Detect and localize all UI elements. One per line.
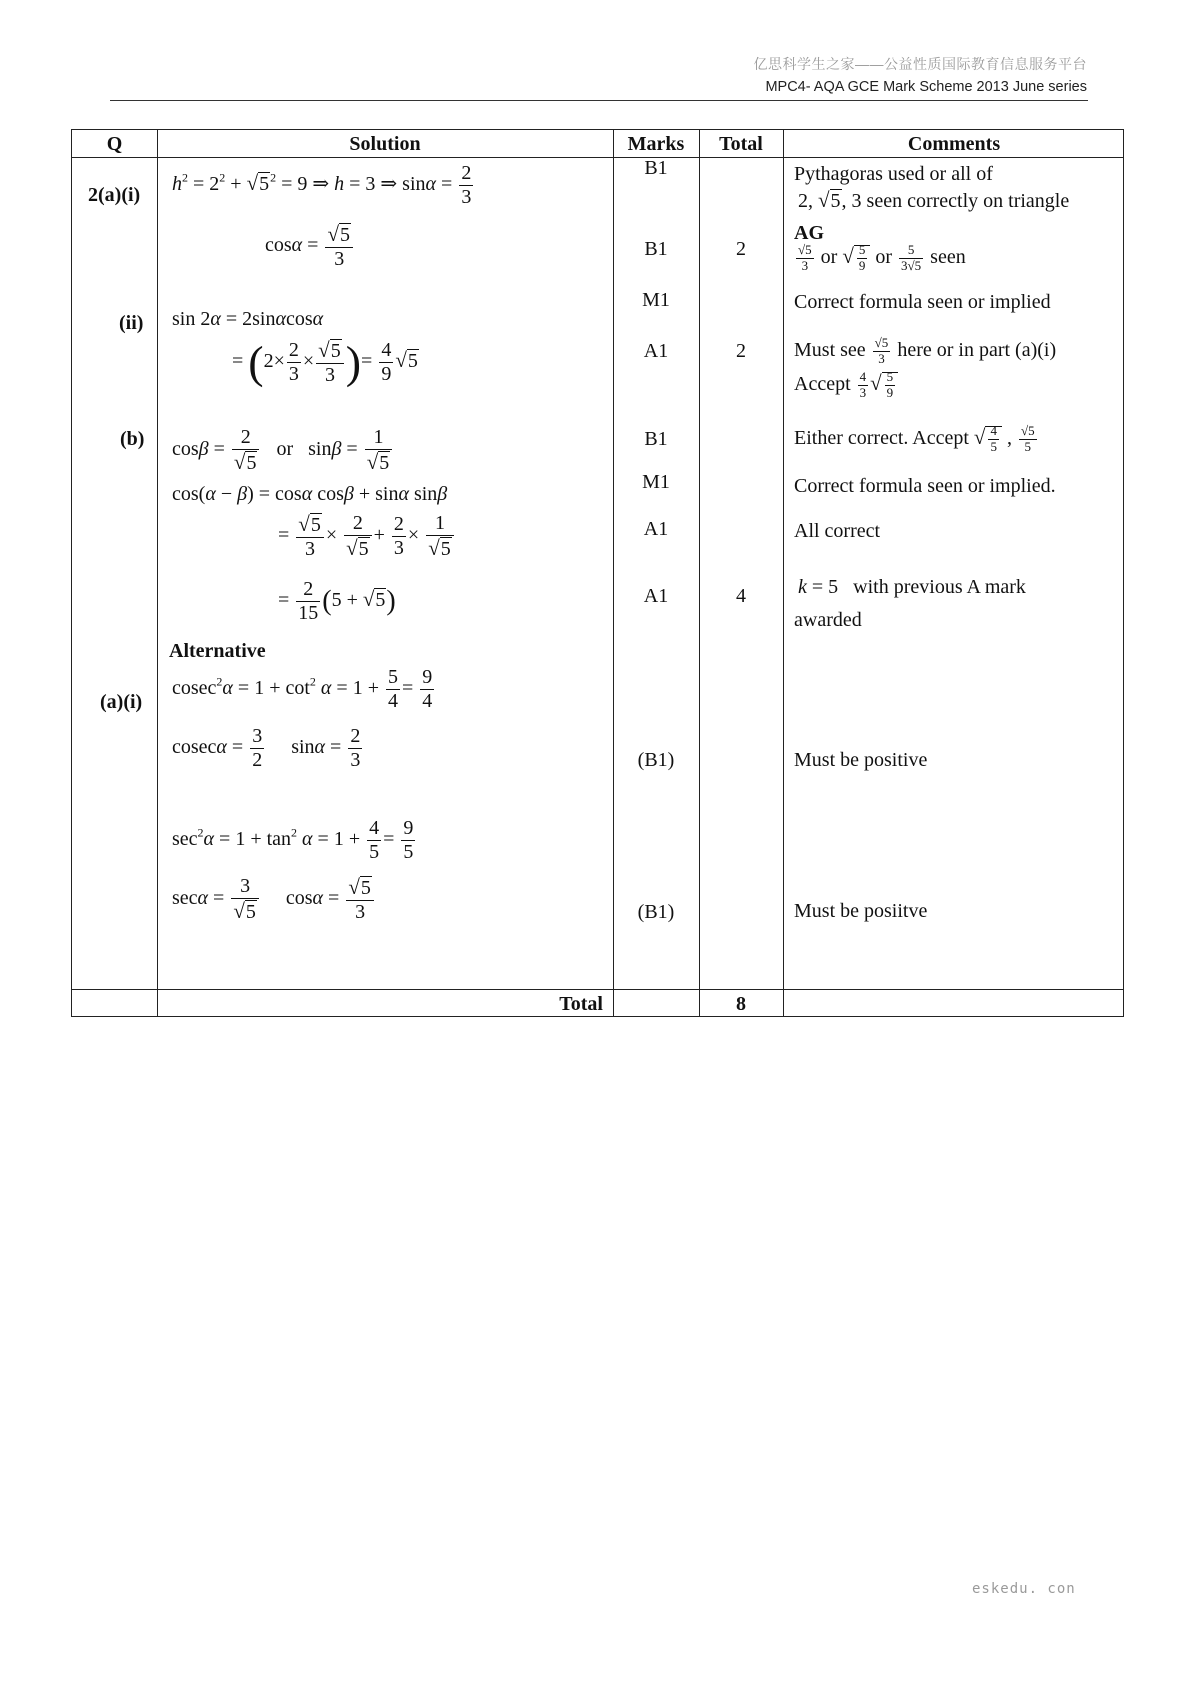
q-label: (b) xyxy=(120,428,145,450)
solution-pythagoras: $h^2 = 2^2 + √5^2 = 9$ ⇒ h = 3 ⇒ sinα = $\frac{2}{3}$ xyxy=(172,162,472,208)
comment-tail: seen correctly on triangle xyxy=(866,190,1070,212)
header-rule xyxy=(110,100,1088,101)
header-q: Q xyxy=(106,133,123,155)
mark-b1: B1 xyxy=(644,238,668,260)
comment-or: or xyxy=(820,246,838,269)
solution-sin2a: sin 2α = 2sinαcosα xyxy=(172,308,324,330)
solution-substitution: = $\frac{√5}{3}$ × $\frac{2}{√5}$ + $\frac{2}{3}$ × $\frac{1}{√5}$ xyxy=(278,512,456,561)
column-divider xyxy=(783,130,784,1016)
comment: Correct formula seen or implied. xyxy=(794,475,1056,497)
q-label: (a)(i) xyxy=(100,691,143,713)
alt-sec-squared: $\sec^2\alpha = 1 + \tan^2 \alpha = 1$ + $\frac{4}{5}$ = $\frac{9}{5}$ xyxy=(172,817,414,863)
mark-b1: B1 xyxy=(644,157,668,179)
header-solution: Solution xyxy=(349,133,421,155)
grand-total: 8 xyxy=(736,993,746,1015)
header-comments: Comments xyxy=(907,133,1001,155)
mark-b1: B1 xyxy=(644,428,668,450)
mark-b1-alt: (B1) xyxy=(637,749,675,771)
solution-sin2a-value: = (2× $\frac{2}{3}$ × $\frac{√5}{3}$ )= $\frac{4}{9}$ √5 xyxy=(232,336,418,388)
mark-a1: A1 xyxy=(643,518,669,540)
comment-text: with previous A mark xyxy=(853,576,1026,598)
comment-accept: Accept $\frac{4}{3}$ √ $\frac{5}{9}$ xyxy=(794,370,898,401)
comment-text: Accept xyxy=(794,373,851,396)
solution-cos-beta: cosβ = $\frac{2}{√5}$ or sinβ = $\frac{1}{√5}$ xyxy=(172,426,394,475)
column-divider xyxy=(613,130,614,1016)
comment-triangle: 2, √5, 3 seen correctly on triangle xyxy=(798,188,1070,212)
mark-m1: M1 xyxy=(642,289,670,311)
solution-compound-formula: cos(α − β) = cosα cosβ + sinα sinβ xyxy=(172,483,448,505)
q-label: 2(a)(i) xyxy=(88,184,141,206)
comment-seen: seen xyxy=(930,246,966,269)
solution-cos-alpha: cosα = $\frac{√5}{3}$ xyxy=(265,222,355,271)
comment-text: Must see xyxy=(794,339,866,362)
footer-watermark: eskedu. con xyxy=(972,1581,1076,1597)
mark-b1-alt: (B1) xyxy=(637,901,675,923)
header-total: Total xyxy=(719,133,763,155)
solution-final: = $\frac{2}{15}$ (5 + √5) xyxy=(278,578,396,624)
mark-a1: A1 xyxy=(643,340,669,362)
comment: Must be positive xyxy=(794,749,928,771)
comment: Pythagoras used or all of xyxy=(794,163,993,185)
total-value: 2 xyxy=(736,340,746,362)
mark-scheme-table xyxy=(71,129,1124,1017)
row-divider xyxy=(72,157,1123,158)
site-banner: 亿思科学生之家——公益性质国际教育信息服务平台 xyxy=(753,56,1087,72)
comment-either-correct: Either correct. Accept √ $\frac{4}{5}$ , $\frac{√5}{5}$ xyxy=(794,423,1035,454)
alternative-label: Alternative xyxy=(169,640,266,662)
document-title: MPC4- AQA GCE Mark Scheme 2013 June series xyxy=(765,79,1087,95)
column-divider xyxy=(157,130,158,1016)
alt-cosec-value: cosecα = $\frac{3}{2}$ sinα = $\frac{2}{3}$ xyxy=(172,725,361,771)
comment: Correct formula seen or implied xyxy=(794,291,1051,313)
comment-text: here or in part (a)(i) xyxy=(897,339,1057,362)
comment-k-value: k = 5 with previous A mark xyxy=(798,576,1026,598)
mark-m1: M1 xyxy=(642,471,670,493)
q-label: (ii) xyxy=(119,312,144,334)
comment-ag: AG xyxy=(794,222,824,244)
mark-a1: A1 xyxy=(643,585,669,607)
comment-text: Either correct. Accept xyxy=(794,427,969,450)
comment-or: or xyxy=(875,246,893,269)
total-value: 2 xyxy=(736,238,746,260)
comment: awarded xyxy=(794,609,862,631)
comment-forms-seen: $\frac{√5}{3}$ or √ $\frac{5}{9}$ or $\frac{5}{3√5}$ seen xyxy=(798,242,966,273)
total-label: Total xyxy=(559,993,603,1015)
column-divider xyxy=(699,130,700,1016)
total-value: 4 xyxy=(736,585,746,607)
comment: Must be posiitve xyxy=(794,900,928,922)
row-divider xyxy=(72,989,1123,990)
header-marks: Marks xyxy=(627,133,685,155)
alt-sec-value: secα = $\frac{3}{√5}$ cosα = $\frac{√5}{3}$ xyxy=(172,875,376,924)
comment: All correct xyxy=(794,520,881,542)
comment-must-see: Must see $\frac{√5}{3}$ here or in part (a)(i) xyxy=(794,335,1057,366)
alt-cosec-squared: $cosec^2\alpha = 1 + \cot^2 \alpha = 1$ + $\frac{5}{4}$ = $\frac{9}{4}$ xyxy=(172,666,433,712)
